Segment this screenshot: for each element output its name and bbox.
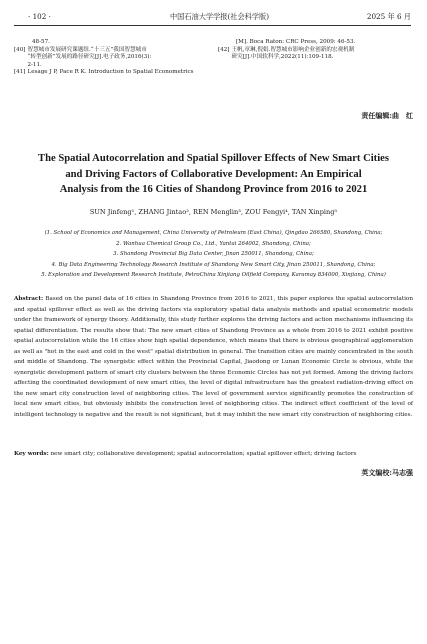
running-header xyxy=(28,12,411,24)
affiliation-line: (1. School of Economics and Management, China University of Petroleum (East China), Qingdao 266580, Shandong, China; xyxy=(44,230,383,236)
reference-line: 智慧城市发展研究课题组.“十三五”我国智慧城市 xyxy=(27,46,147,53)
reference-item xyxy=(14,69,212,77)
reference-number: [42] xyxy=(218,46,230,53)
english-editor: 英文编校:马志强 xyxy=(361,468,413,477)
reference-number: [41] xyxy=(14,69,26,76)
reference-item xyxy=(14,47,212,70)
english-title xyxy=(12,151,415,198)
author-list: SUN Jinfeng¹, ZHANG Jintao², REN Menglin³, ZOU Fengyi⁴, TAN Xinping⁵ xyxy=(89,208,338,216)
keywords-label: Key words: xyxy=(14,451,49,457)
reference-line: 48-57. xyxy=(32,39,50,45)
reference-number: [40] xyxy=(14,46,26,53)
title-line: and Driving Factors of Collaborative Development: An Empirical xyxy=(65,168,362,180)
reference-line: 王帆,章琳,倪娟.智慧城市影响企业创新的宏观机制 xyxy=(231,46,355,53)
affiliation-line: 3. Shandong Provincial Big Data Center, Jinan 250011, Shandong, China; xyxy=(113,251,314,258)
reference-line: Lesage J P, Pace R K. Introduction to Spatial Econometrics xyxy=(27,69,194,76)
responsible-editor: 责任编辑:曲 红 xyxy=(361,111,413,120)
keywords-text: new smart city; collaborative development; spatial autocorrelation; spatial spillover effect; driving factors xyxy=(50,451,357,457)
reference-item xyxy=(218,39,414,47)
affiliations xyxy=(14,228,413,281)
abstract xyxy=(14,294,413,420)
reference-item xyxy=(218,47,414,62)
affiliation-line: 5. Exploration and Development Research Institute, PetroChina Xinjiang Oilfield Company, Karamay 834000, Xinjiang, China) xyxy=(41,272,386,279)
journal-name: 中国石油大学学报(社会科学版) xyxy=(169,12,270,21)
reference-line: 研究[J].中国软科学,2022(11):109-118. xyxy=(231,54,334,61)
reference-line: “转型创新”发展的路径研究[J].电子政务,2016(3): xyxy=(27,54,152,61)
reference-line: [M]. Boca Raton: CRC Press, 2009: 46-53. xyxy=(236,39,356,45)
issue-date: 2025 年 6 月 xyxy=(366,12,411,21)
abstract-text: Based on the panel data of 16 cities in Shandong Province from 2016 to 2021, this paper explores the spatial autocorrelation and spatial spillover effect as well as the driving factors via exploratory spatial data analysis methods and spatial econometric models under the framework of synergy theory. Additionally, this study further explores the driving factors and action mechanisms influencing its spatial differentiation. The results show that: The new smart cities of Shandong Province as a whole from 2016 to 2021 exhibit positive spatial autocorrelation while the 16 cities show high spatial dependence, which means that there is obvious geographical agglomeration as well as "hot in the east and cold in the west" spatial distribution in general. The transition cities are mainly concentrated in the south and middle of Shandong. The synergistic effect within the Provincial Capital, Jiaodong or Lunan Economic Circle is obvious, while the synergistic development pattern of smart city clusters between the three Economic Circles has not yet formed. Among the driving factors affecting the coordinated development of new smart cities, the level of digital infrastructure has the greatest radiation-driving effect on the new smart city construction level of neighboring cities. The level of government service significantly promotes the construction of local new smart cities, but obviously inhibits the construction level of neighboring cities. The indirect effect coefficient of the level of intelligent technology is negative and the result is not significant, but it may inhibit the new smart city construction of neighboring cities. xyxy=(14,296,414,418)
keywords xyxy=(14,451,413,457)
title-line: The Spatial Autocorrelation and Spatial Spillover Effects of New Smart Cities xyxy=(38,153,389,164)
abstract-label: Abstract: xyxy=(14,296,44,302)
reference-item xyxy=(14,39,212,47)
header-rule xyxy=(14,25,411,26)
page-number: · 102 · xyxy=(28,12,51,21)
references-left-column xyxy=(14,39,212,77)
affiliation-line: 4. Big Data Engineering Technology Research Institute of Shandong New Smart City, Jinan 250011, Shandong, China; xyxy=(51,261,376,268)
reference-line: 2-11. xyxy=(27,61,42,68)
affiliation-line: 2. Wanhua Chemical Group Co., Ltd., Yantai 264002, Shandong, China; xyxy=(116,240,311,247)
references-right-column xyxy=(218,39,414,62)
title-line: Analysis from the 16 Cities of Shandong Province from 2016 to 2021 xyxy=(59,184,368,195)
